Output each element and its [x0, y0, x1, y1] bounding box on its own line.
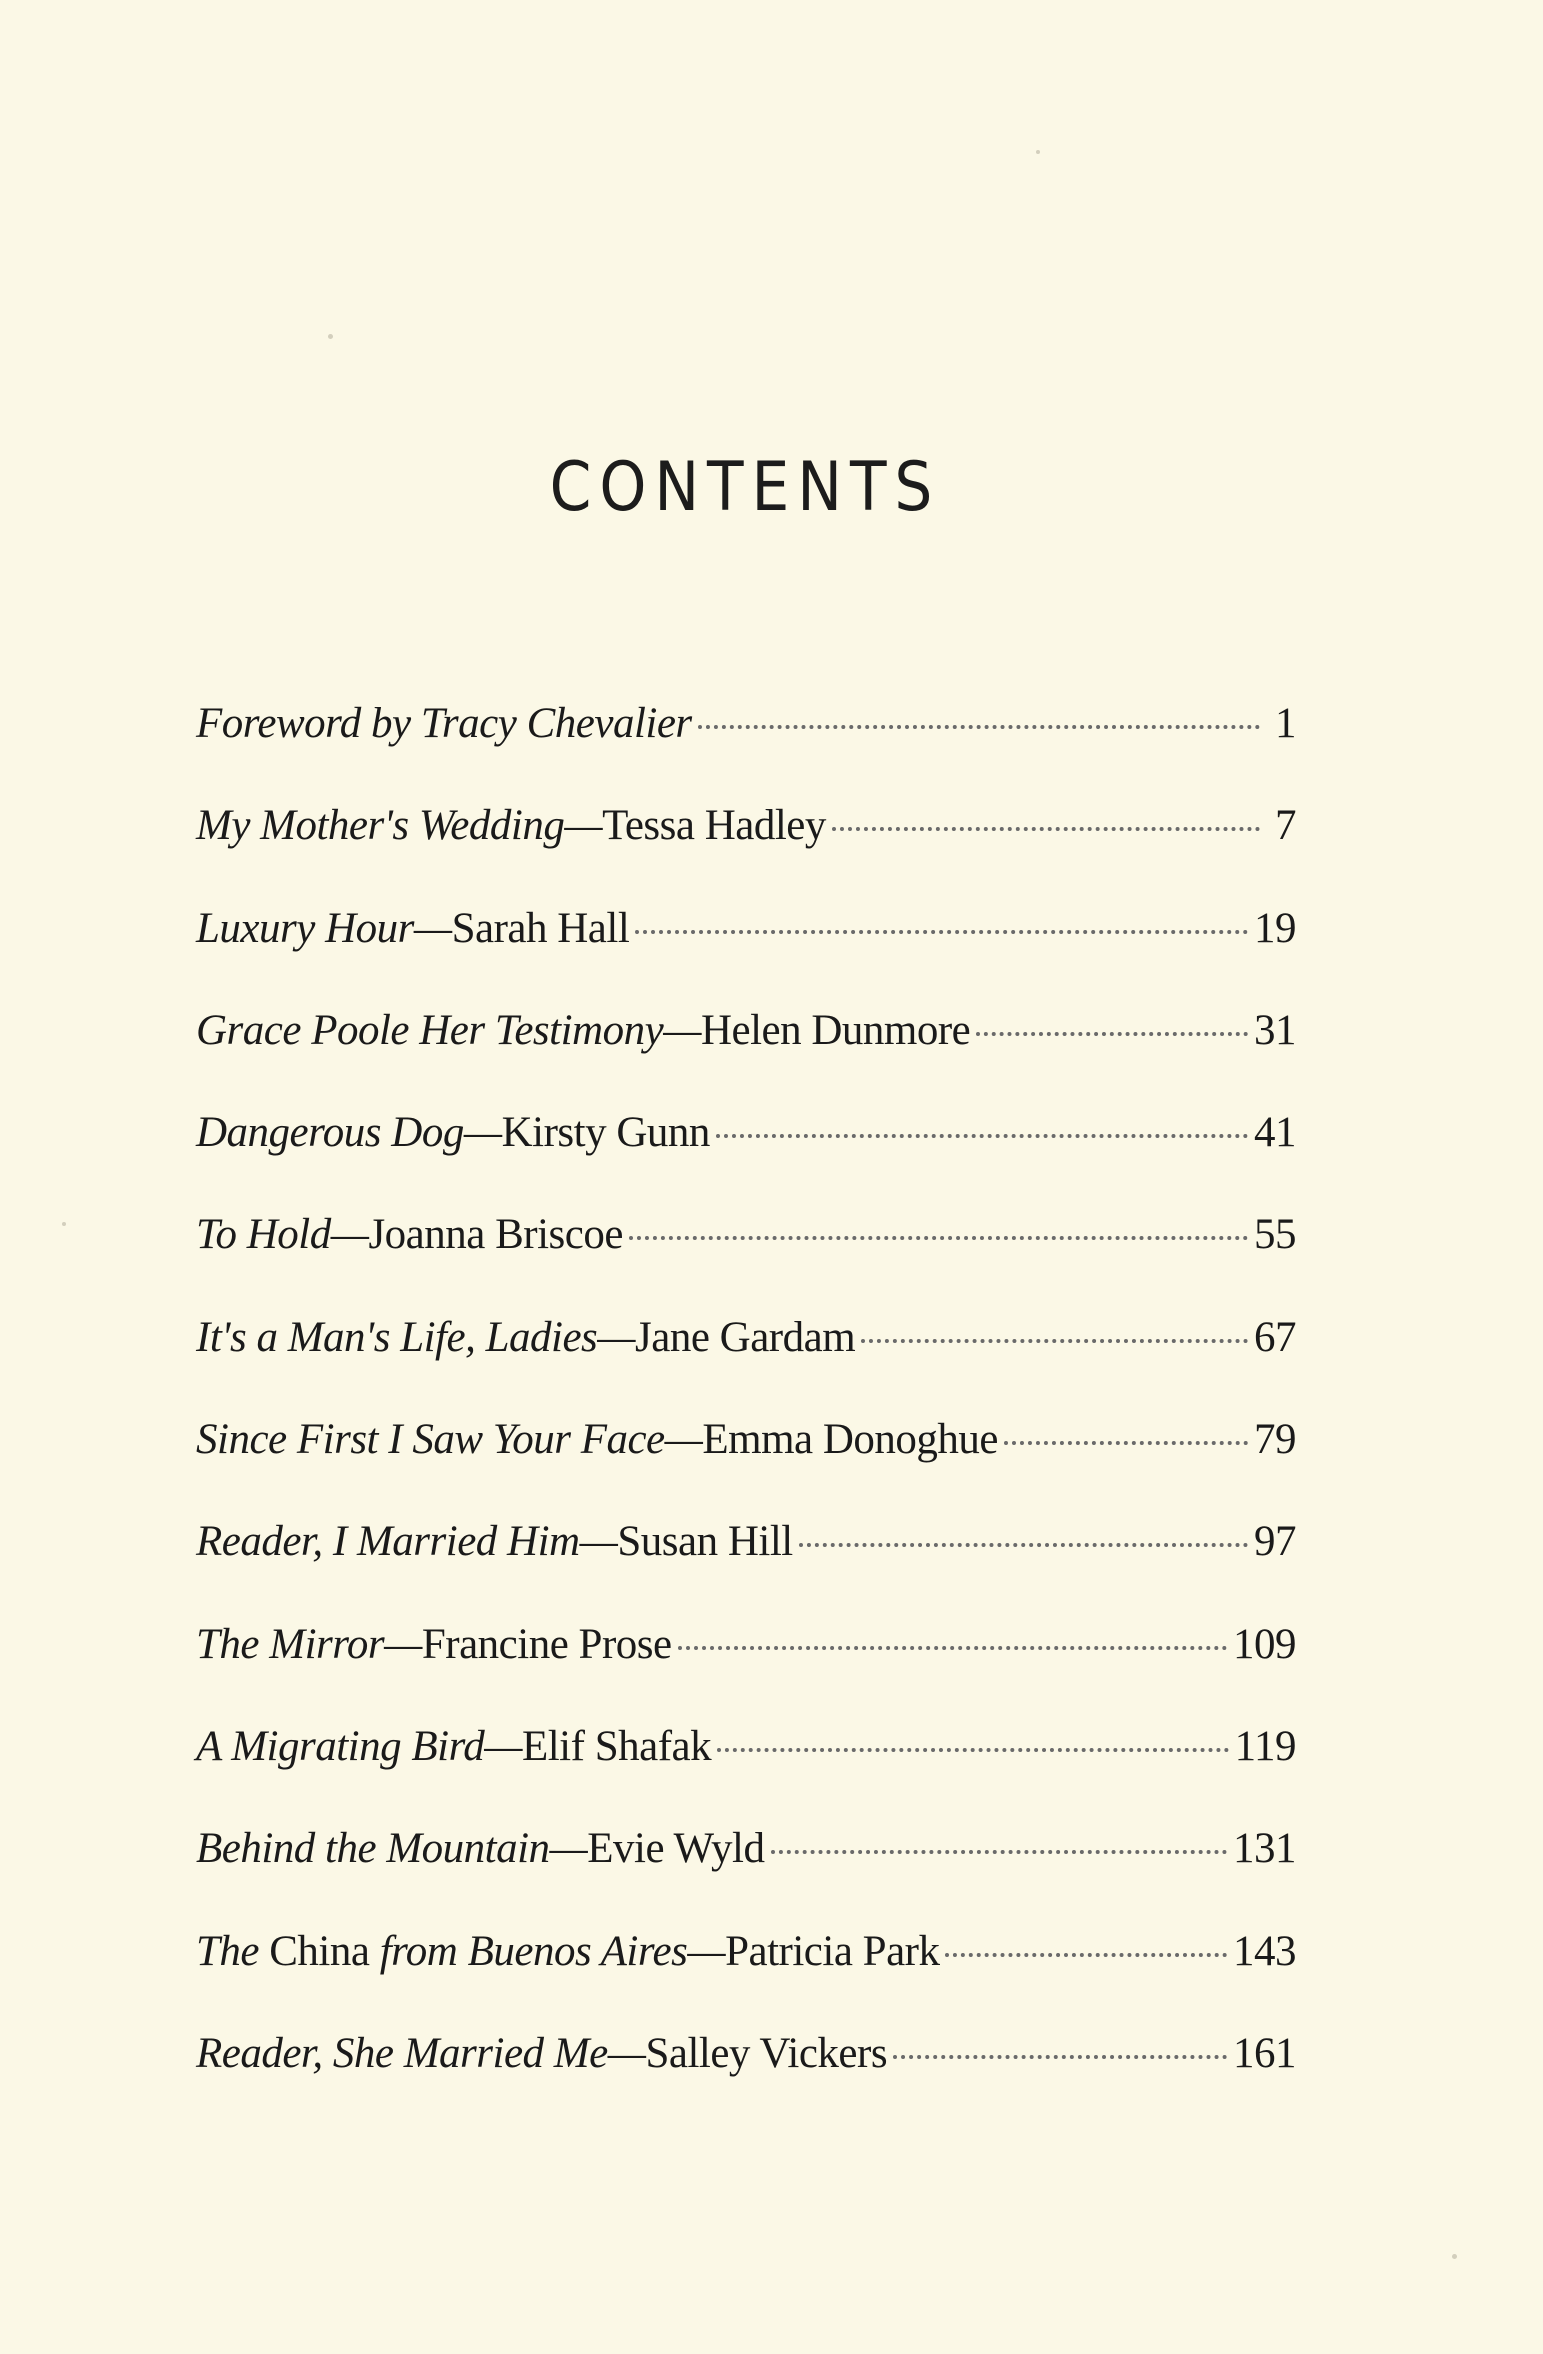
em-dash: —: [564, 802, 603, 850]
entry-title: Foreword by Tracy Chevalier: [196, 700, 692, 747]
toc-entry[interactable]: [196, 899, 1296, 1001]
page-number: 161: [1233, 2029, 1296, 2077]
toc-entry[interactable]: [196, 1615, 1296, 1717]
entry-title: It's a Man's Life, Ladies: [196, 1313, 598, 1361]
entry-author: Sarah Hall: [451, 904, 630, 952]
entry-author: Francine Prose: [421, 1620, 672, 1668]
em-dash: —: [687, 1927, 726, 1975]
em-dash: —: [413, 904, 452, 952]
em-dash: —: [664, 1416, 703, 1464]
toc-entry[interactable]: [196, 1410, 1296, 1512]
dot-leader: [893, 2055, 1227, 2059]
entry-title: Reader, She Married Me: [196, 2029, 608, 2077]
page-number: 109: [1233, 1620, 1296, 1668]
entry-author: Helen Dunmore: [700, 1006, 971, 1054]
toc-entry[interactable]: [196, 1103, 1296, 1205]
entry-title: The: [196, 1927, 259, 1975]
entry-author: Jane Gardam: [635, 1313, 856, 1361]
dot-leader: [698, 725, 1260, 729]
toc-entry[interactable]: [196, 2024, 1296, 2126]
page-number: 41: [1254, 1109, 1296, 1157]
page-number: 19: [1254, 904, 1296, 952]
toc-entry[interactable]: [196, 1922, 1296, 2024]
entry-author: Evie Wyld: [587, 1825, 765, 1873]
em-dash: —: [384, 1620, 422, 1668]
page-number: 131: [1233, 1825, 1296, 1873]
dot-leader: [629, 1236, 1248, 1240]
em-dash: —: [549, 1825, 588, 1873]
page-number: 79: [1254, 1416, 1296, 1464]
em-dash: —: [597, 1313, 636, 1361]
entry-author: Tessa Hadley: [602, 802, 826, 850]
dot-leader: [1004, 1441, 1248, 1445]
em-dash: —: [663, 1006, 701, 1054]
paper-speck: [62, 1222, 66, 1226]
table-of-contents: [196, 694, 1296, 2126]
page-title: CONTENTS: [549, 448, 941, 527]
entry-author: Salley Vickers: [645, 2029, 888, 2077]
page-number: 1: [1275, 700, 1296, 747]
page-number: 67: [1254, 1313, 1296, 1361]
dot-leader: [832, 827, 1260, 831]
page-number: 97: [1254, 1518, 1296, 1566]
entry-title-upright: China: [269, 1927, 370, 1975]
entry-title: A Migrating Bird: [196, 1722, 485, 1770]
toc-entry[interactable]: [196, 1717, 1296, 1819]
entry-author: Patricia Park: [725, 1927, 940, 1975]
page-number: 119: [1234, 1722, 1296, 1770]
entry-author: Emma Donoghue: [702, 1416, 999, 1464]
entry-author: Elif Shafak: [521, 1722, 712, 1770]
entry-title: To Hold: [196, 1211, 331, 1259]
dot-leader: [861, 1339, 1248, 1343]
dot-leader: [717, 1748, 1228, 1752]
paper-speck: [1036, 150, 1040, 154]
entry-title: Grace Poole Her Testimony: [196, 1006, 664, 1054]
em-dash: —: [484, 1722, 522, 1770]
dot-leader: [716, 1134, 1248, 1138]
toc-entry[interactable]: [196, 1205, 1296, 1307]
entry-author: Susan Hill: [617, 1518, 793, 1566]
em-dash: —: [607, 2029, 646, 2077]
entry-title-suffix: from Buenos Aires: [379, 1927, 688, 1975]
dot-leader: [976, 1032, 1248, 1036]
dot-leader: [771, 1850, 1227, 1854]
toc-entry[interactable]: [196, 796, 1296, 898]
page-number: 7: [1275, 802, 1296, 850]
entry-title: Dangerous Dog: [196, 1109, 464, 1157]
em-dash: —: [579, 1518, 618, 1566]
toc-entry[interactable]: [196, 1819, 1296, 1921]
entry-title: Luxury Hour: [196, 904, 414, 952]
entry-author: Joanna Briscoe: [368, 1211, 623, 1259]
em-dash: —: [330, 1211, 369, 1259]
entry-title: My Mother's Wedding: [196, 802, 565, 850]
entry-author: Kirsty Gunn: [501, 1109, 710, 1157]
entry-title: The Mirror: [196, 1620, 385, 1668]
dot-leader: [678, 1646, 1227, 1650]
entry-title: Reader, I Married Him: [196, 1518, 580, 1566]
entry-title: Behind the Mountain: [196, 1825, 550, 1873]
dot-leader: [635, 930, 1248, 934]
em-dash: —: [463, 1109, 502, 1157]
paper-speck: [1452, 2254, 1457, 2259]
page-number: 143: [1233, 1927, 1296, 1975]
toc-entry[interactable]: [196, 1512, 1296, 1614]
toc-entry[interactable]: [196, 694, 1296, 796]
toc-entry[interactable]: [196, 1001, 1296, 1103]
toc-entry[interactable]: [196, 1308, 1296, 1410]
paper-speck: [328, 334, 333, 339]
dot-leader: [799, 1543, 1248, 1547]
page-number: 55: [1254, 1211, 1296, 1259]
page-number: 31: [1254, 1006, 1296, 1054]
dot-leader: [945, 1953, 1227, 1957]
entry-title: Since First I Saw Your Face: [196, 1416, 665, 1464]
